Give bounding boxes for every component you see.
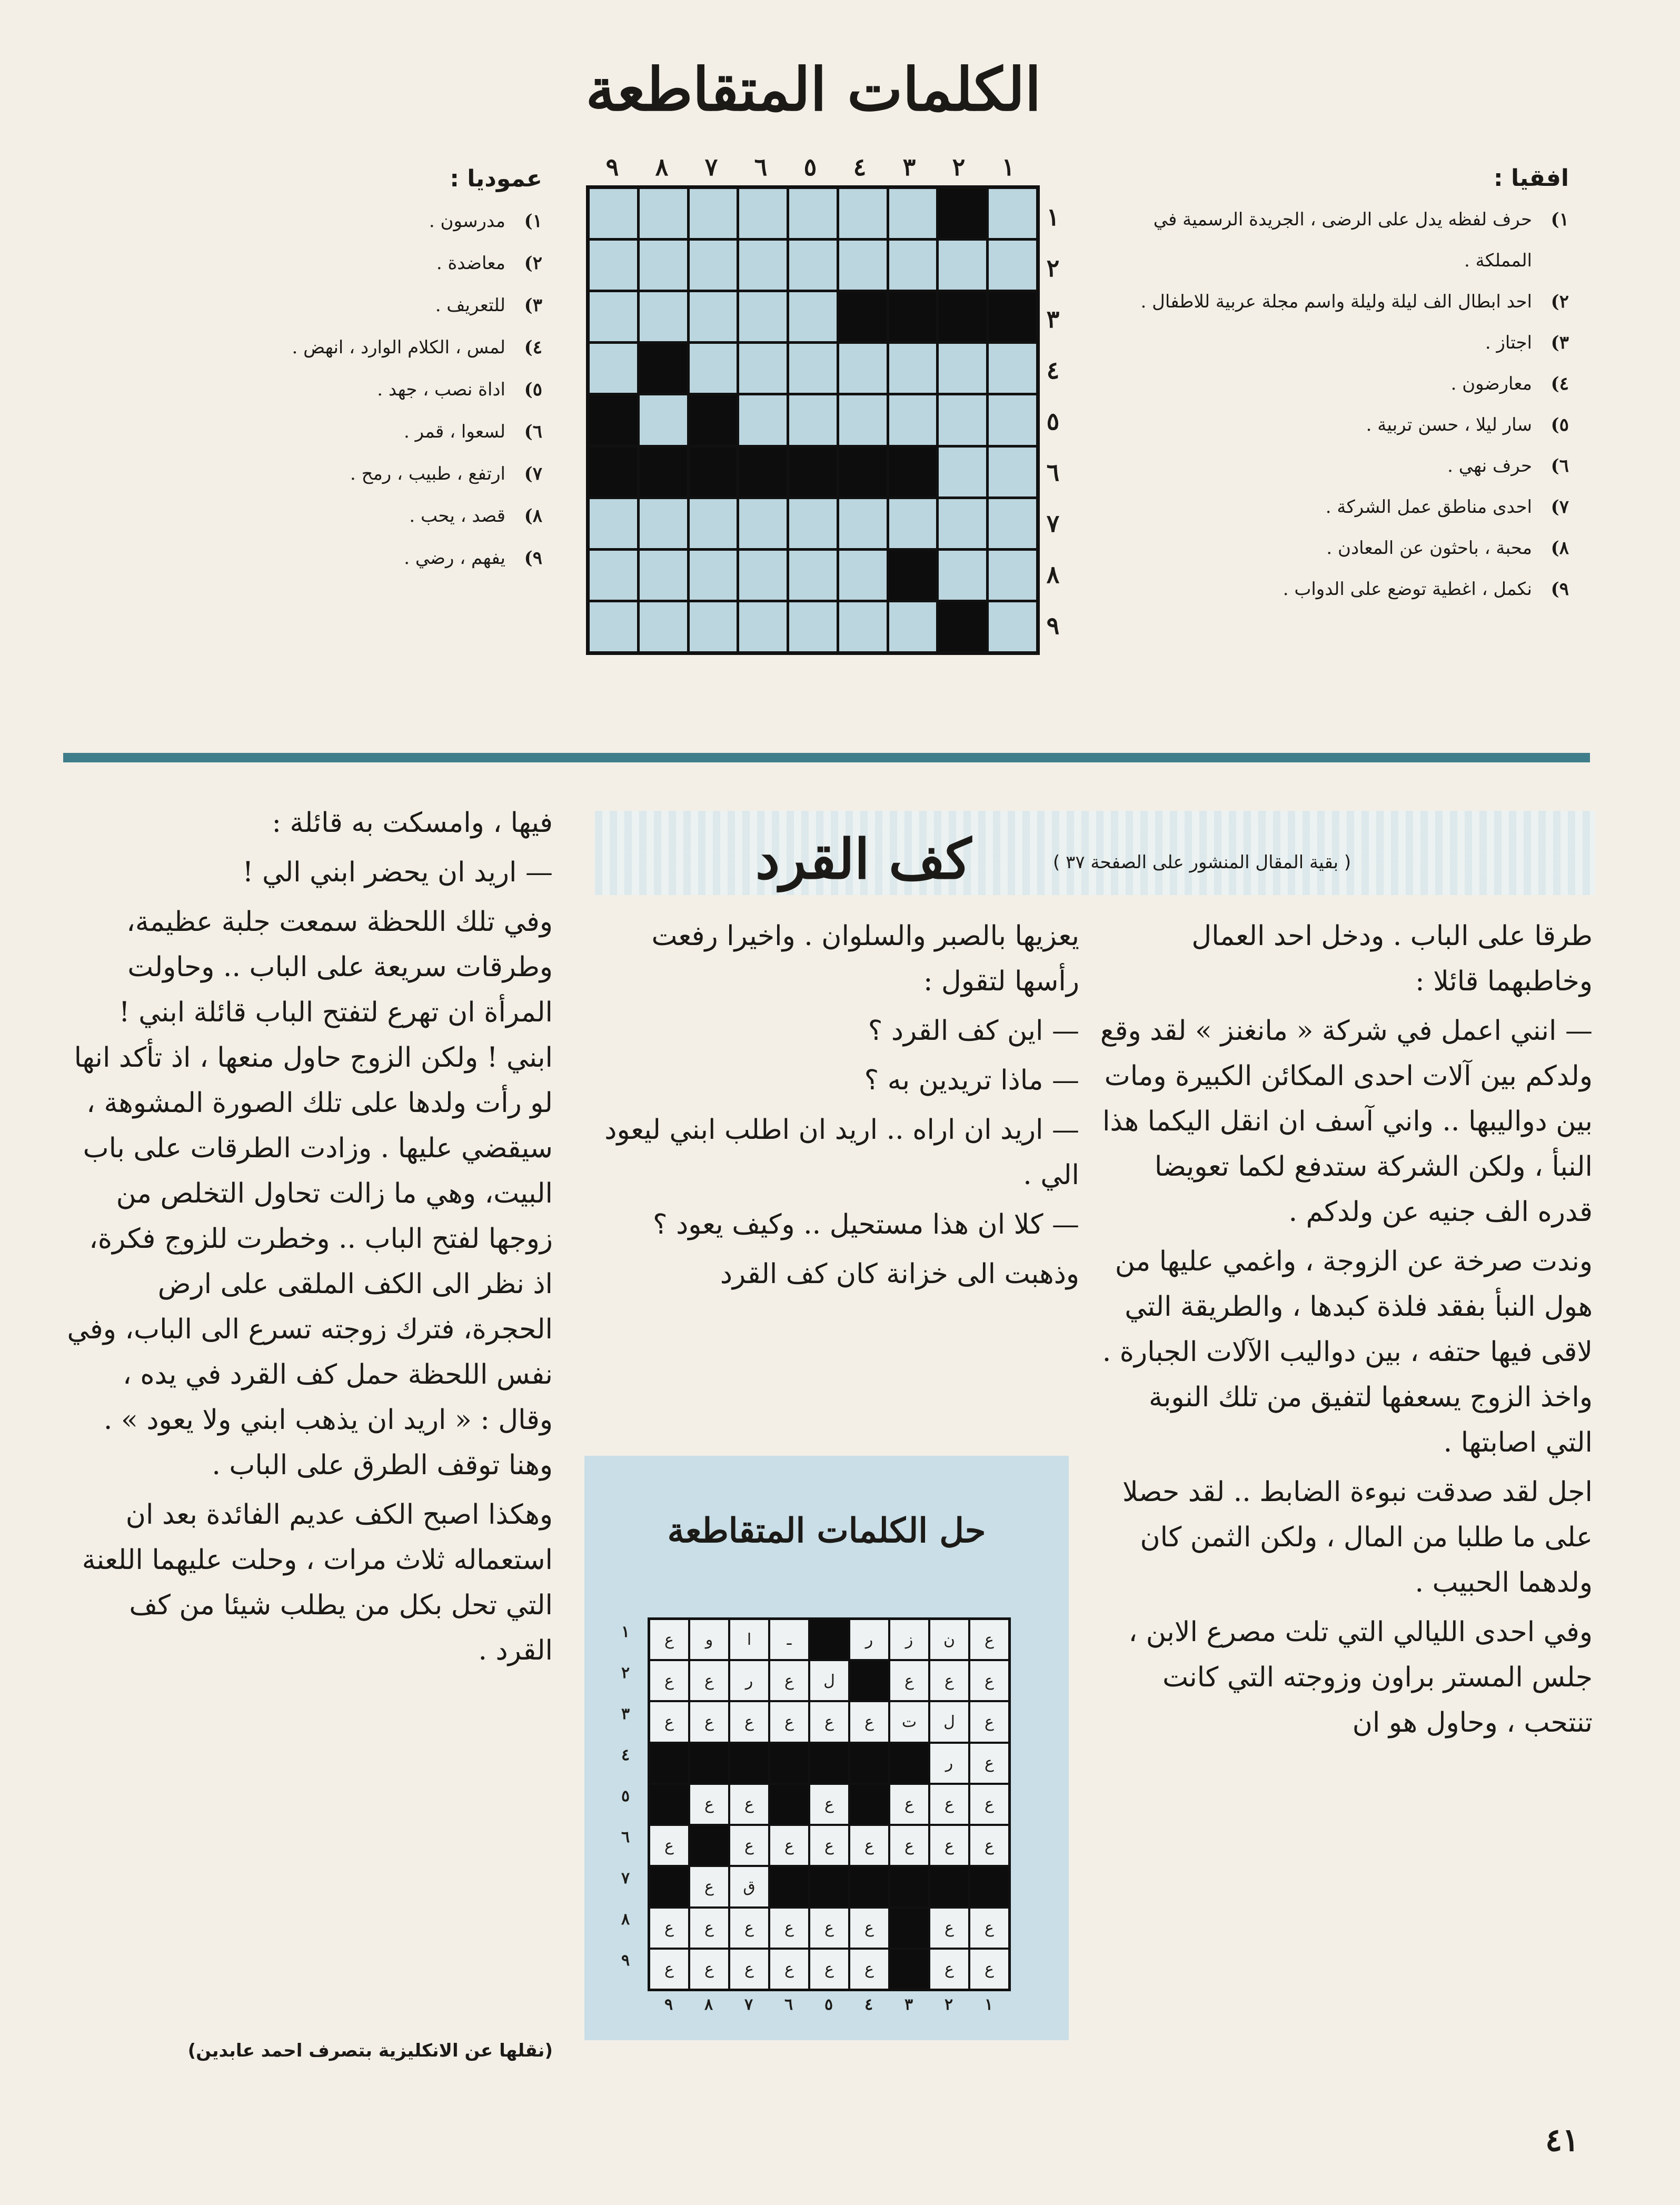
clue-number: ٥) bbox=[1550, 414, 1569, 435]
solution-black-cell bbox=[770, 1867, 808, 1906]
solution-row-number: ٣ bbox=[621, 1705, 630, 1723]
story-paragraph: وندت صرخة عن الزوجة ، واغمي عليها من هول النبأ بفقد فلذة كبدها ، والطريقة التي لاقى فيها حتفه ، بين دواليب الآلات الجبارة . واخذ الزوج يسعفها لتفيق من تلك النوبة التي اصابتها . bbox=[1102, 1246, 1593, 1458]
solution-cell: ع bbox=[770, 1702, 808, 1741]
black-cell bbox=[640, 448, 687, 496]
grid-row-number: ٤ bbox=[1046, 356, 1060, 384]
story-paragraph: — اين كف القرد ؟ bbox=[868, 1015, 1079, 1047]
solution-cell: ع bbox=[690, 1785, 728, 1824]
clue-text: سار ليلا ، حسن تربية . bbox=[1366, 414, 1532, 435]
black-cell bbox=[939, 189, 986, 238]
grid-cell bbox=[590, 292, 637, 341]
clue-number: ٧) bbox=[1550, 496, 1569, 518]
black-cell bbox=[839, 292, 887, 341]
solution-cell: ع bbox=[730, 1950, 768, 1989]
solution-cell: ع bbox=[930, 1826, 968, 1865]
grid-cell bbox=[739, 602, 787, 651]
grid-cell bbox=[640, 189, 687, 238]
solution-row-number: ١ bbox=[621, 1623, 630, 1641]
grid-cell bbox=[839, 189, 887, 238]
across-clue bbox=[1095, 199, 1569, 281]
grid-column-number: ٦ bbox=[754, 153, 768, 181]
grid-column-number: ٧ bbox=[704, 153, 718, 181]
grid-row-number: ٣ bbox=[1046, 305, 1060, 333]
grid-cell bbox=[789, 189, 837, 238]
solution-black-cell bbox=[810, 1744, 848, 1783]
grid-cell bbox=[839, 344, 887, 393]
grid-column-number: ٩ bbox=[605, 153, 619, 181]
solution-cell: ع bbox=[650, 1826, 688, 1865]
crossword-grid bbox=[586, 185, 1040, 655]
solution-cell: ع bbox=[770, 1826, 808, 1865]
solution-cell: ع bbox=[650, 1702, 688, 1741]
black-cell bbox=[939, 602, 986, 651]
story-paragraph: — ماذا تريدين به ؟ bbox=[864, 1065, 1079, 1096]
grid-row-number: ٩ bbox=[1046, 611, 1060, 640]
solution-cell: ر bbox=[730, 1661, 768, 1700]
clue-number: ١) bbox=[1550, 209, 1569, 230]
grid-row-number: ٥ bbox=[1046, 407, 1060, 435]
grid-cell bbox=[839, 602, 887, 651]
solution-row-number: ٨ bbox=[621, 1910, 630, 1929]
solution-cell: ع bbox=[690, 1661, 728, 1700]
solution-cell: ز bbox=[890, 1620, 928, 1659]
solution-black-cell bbox=[930, 1867, 968, 1906]
clue-text: حرف لفظه يدل على الرضى ، الجريدة الرسمية في المملكة . bbox=[1153, 209, 1532, 271]
story-column-left bbox=[66, 800, 553, 1677]
grid-cell bbox=[739, 344, 787, 393]
clue-number: ٧) bbox=[524, 463, 542, 484]
solution-black-cell bbox=[850, 1785, 888, 1824]
across-heading: افقيا : bbox=[1494, 165, 1569, 192]
solution-black-cell bbox=[850, 1744, 888, 1783]
solution-cell: ع bbox=[930, 1909, 968, 1948]
grid-cell bbox=[789, 602, 837, 651]
across-clue bbox=[1095, 569, 1569, 610]
story-paragraph: — انني اعمل في شركة « مانغنز » لقد وقع ولدكم بين آلات احدى المكائن الكبيرة ومات بين دواليبها .. واني آسف ان انقل اليكما هذا النبأ ، ولكن الشركة ستدفع لكما تعويضا قدره الف جنيه عن ولدكم . bbox=[1100, 1015, 1593, 1228]
grid-cell bbox=[889, 189, 937, 238]
solution-column-number: ٩ bbox=[664, 1995, 673, 2014]
clue-text: معارضون . bbox=[1450, 373, 1532, 394]
grid-cell bbox=[590, 241, 637, 290]
clue-text: احدى مناطق عمل الشركة . bbox=[1325, 496, 1532, 518]
clue-number: ٩) bbox=[1550, 579, 1569, 600]
solution-cell: ا bbox=[730, 1620, 768, 1659]
grid-cell bbox=[939, 499, 986, 548]
solution-black-cell bbox=[970, 1867, 1008, 1906]
grid-column-number: ٤ bbox=[853, 153, 867, 181]
grid-cell bbox=[590, 551, 637, 600]
solution-column-number: ١ bbox=[985, 1995, 993, 2014]
clue-text: ارتفع ، طبيب ، رمح . bbox=[350, 463, 505, 484]
solution-row-number: ٩ bbox=[621, 1951, 630, 1970]
clue-number: ٤) bbox=[1550, 373, 1569, 394]
solution-row-number: ٢ bbox=[621, 1664, 630, 1682]
solution-row-number: ٤ bbox=[621, 1746, 630, 1764]
across-clue-list bbox=[1095, 199, 1569, 610]
page-title: الكلمات المتقاطعة bbox=[585, 55, 1041, 124]
clue-number: ٤) bbox=[524, 337, 542, 358]
solution-cell: ع bbox=[810, 1785, 848, 1824]
clue-number: ٣) bbox=[524, 295, 542, 316]
solution-cell: ـ bbox=[770, 1620, 808, 1659]
grid-cell bbox=[939, 551, 986, 600]
grid-cell bbox=[789, 292, 837, 341]
grid-cell bbox=[739, 189, 787, 238]
grid-cell bbox=[640, 292, 687, 341]
across-clue bbox=[1095, 404, 1569, 445]
clue-number: ٥) bbox=[524, 379, 542, 400]
clue-text: يفهم ، رضي . bbox=[404, 548, 505, 569]
solution-black-cell bbox=[890, 1744, 928, 1783]
solution-cell: ع bbox=[770, 1950, 808, 1989]
solution-cell: ق bbox=[730, 1867, 768, 1906]
story-paragraph: — كلا ان هذا مستحيل .. وكيف يعود ؟ bbox=[652, 1209, 1079, 1240]
solution-cell: ل bbox=[930, 1702, 968, 1741]
clue-text: نكمل ، اغطية توضع على الدواب . bbox=[1283, 579, 1532, 600]
grid-cell bbox=[939, 344, 986, 393]
grid-cell bbox=[989, 189, 1036, 238]
solution-cell: ع bbox=[970, 1826, 1008, 1865]
solution-cell: ع bbox=[690, 1950, 728, 1989]
solution-column-number: ٨ bbox=[704, 1995, 713, 2014]
down-clue-list bbox=[163, 200, 542, 579]
grid-cell bbox=[889, 499, 937, 548]
grid-row-number: ٨ bbox=[1046, 560, 1060, 589]
grid-cell bbox=[690, 499, 737, 548]
down-clue bbox=[163, 242, 542, 284]
solution-row-number: ٥ bbox=[621, 1787, 630, 1805]
story-paragraph: وذهبت الى خزانة كان كف القرد bbox=[720, 1258, 1079, 1290]
solution-cell: ع bbox=[810, 1950, 848, 1989]
down-clue bbox=[163, 200, 542, 242]
grid-cell bbox=[989, 602, 1036, 651]
grid-column-number: ٥ bbox=[803, 153, 817, 181]
solution-cell: ع bbox=[690, 1867, 728, 1906]
solution-cell: ع bbox=[970, 1950, 1008, 1989]
down-heading: عموديا : bbox=[450, 165, 542, 192]
across-clue bbox=[1095, 445, 1569, 486]
grid-cell bbox=[739, 395, 787, 444]
grid-cell bbox=[789, 241, 837, 290]
story-column-right bbox=[1098, 913, 1593, 1750]
grid-column-number: ٢ bbox=[952, 153, 966, 181]
clue-text: لسعوا ، قمر . bbox=[404, 421, 505, 442]
clue-number: ٣) bbox=[1550, 332, 1569, 353]
solution-cell: ع bbox=[690, 1909, 728, 1948]
grid-cell bbox=[839, 499, 887, 548]
solution-cell: ع bbox=[890, 1661, 928, 1700]
grid-cell bbox=[739, 551, 787, 600]
across-clue bbox=[1095, 528, 1569, 569]
down-clue bbox=[163, 453, 542, 495]
grid-cell bbox=[989, 395, 1036, 444]
solution-cell: ع bbox=[850, 1702, 888, 1741]
grid-cell bbox=[789, 499, 837, 548]
solution-cell: ع bbox=[810, 1826, 848, 1865]
solution-cell: ع bbox=[930, 1950, 968, 1989]
solution-cell: ع bbox=[970, 1909, 1008, 1948]
grid-cell bbox=[889, 395, 937, 444]
grid-cell bbox=[640, 499, 687, 548]
down-clue bbox=[163, 495, 542, 537]
clue-text: معاضدة . bbox=[436, 253, 505, 274]
clue-text: لمس ، الكلام الوارد ، انهض . bbox=[292, 337, 505, 358]
solution-column-number: ٢ bbox=[945, 1995, 953, 2014]
solution-title: حل الكلمات المتقاطعة bbox=[667, 1511, 986, 1551]
across-clue bbox=[1095, 363, 1569, 404]
grid-cell bbox=[789, 395, 837, 444]
down-clue bbox=[163, 326, 542, 369]
grid-row-number: ٢ bbox=[1046, 254, 1060, 282]
black-cell bbox=[590, 448, 637, 496]
solution-cell: ع bbox=[850, 1826, 888, 1865]
solution-cell: ع bbox=[730, 1702, 768, 1741]
grid-cell bbox=[690, 344, 737, 393]
solution-column-number: ٤ bbox=[864, 1995, 873, 2014]
solution-black-cell bbox=[770, 1744, 808, 1783]
solution-column-number: ٥ bbox=[824, 1995, 833, 2014]
down-clue bbox=[163, 411, 542, 453]
solution-black-cell bbox=[810, 1867, 848, 1906]
solution-row-number: ٧ bbox=[621, 1869, 630, 1888]
solution-cell: ع bbox=[930, 1785, 968, 1824]
solution-black-cell bbox=[770, 1785, 808, 1824]
grid-cell bbox=[640, 602, 687, 651]
solution-black-cell bbox=[890, 1909, 928, 1948]
solution-cell: ع bbox=[810, 1702, 848, 1741]
solution-black-cell bbox=[890, 1950, 928, 1989]
across-clues bbox=[1095, 158, 1569, 610]
solution-black-cell bbox=[650, 1785, 688, 1824]
grid-cell bbox=[989, 551, 1036, 600]
clue-text: اجتاز . bbox=[1485, 332, 1532, 353]
black-cell bbox=[989, 292, 1036, 341]
black-cell bbox=[839, 448, 887, 496]
story-title: كف القرد bbox=[755, 827, 972, 891]
grid-row-number: ١ bbox=[1046, 203, 1060, 231]
story-paragraph: طرقا على الباب . ودخل احد العمال وخاطبهما قائلا : bbox=[1191, 920, 1593, 997]
solution-cell: ع bbox=[770, 1661, 808, 1700]
grid-cell bbox=[989, 499, 1036, 548]
clue-number: ٦) bbox=[1550, 455, 1569, 476]
solution-cell: ع bbox=[810, 1909, 848, 1948]
solution-column-number: ٧ bbox=[744, 1995, 753, 2014]
down-clue bbox=[163, 284, 542, 326]
clue-text: للتعريف . bbox=[435, 295, 505, 316]
clue-text: حرف نهي . bbox=[1447, 455, 1532, 476]
solution-column-number: ٣ bbox=[904, 1995, 913, 2014]
solution-cell: ع bbox=[970, 1785, 1008, 1824]
solution-cell: ع bbox=[730, 1909, 768, 1948]
black-cell bbox=[739, 448, 787, 496]
solution-black-cell bbox=[850, 1661, 888, 1700]
story-paragraph: وهكذا اصبح الكف عديم الفائدة بعد ان استعماله ثلاث مرات ، وحلت عليهما اللعنة التي تحل بكل من يطلب شيئا من كف القرد . bbox=[82, 1499, 553, 1666]
story-paragraph: فيها ، وامسكت به قائلة : bbox=[272, 807, 553, 839]
clue-number: ٩) bbox=[524, 548, 542, 569]
black-cell bbox=[590, 395, 637, 444]
story-paragraph: — اريد ان اراه .. اريد ان اطلب ابني ليعود الي . bbox=[604, 1114, 1079, 1191]
solution-cell: ل bbox=[810, 1661, 848, 1700]
grid-cell bbox=[690, 241, 737, 290]
down-clue bbox=[163, 537, 542, 579]
solution-black-cell bbox=[890, 1867, 928, 1906]
solution-cell: ع bbox=[730, 1785, 768, 1824]
down-clues bbox=[163, 158, 542, 579]
grid-cell bbox=[939, 448, 986, 496]
grid-cell bbox=[789, 344, 837, 393]
grid-cell bbox=[690, 602, 737, 651]
grid-cell bbox=[739, 499, 787, 548]
solution-row-number: ٦ bbox=[621, 1828, 630, 1846]
clue-number: ٢) bbox=[524, 253, 542, 274]
solution-black-cell bbox=[730, 1744, 768, 1783]
down-clue bbox=[163, 369, 542, 411]
grid-cell bbox=[690, 189, 737, 238]
solution-black-cell bbox=[690, 1826, 728, 1865]
clue-number: ٢) bbox=[1550, 291, 1569, 312]
solution-cell: ر bbox=[850, 1620, 888, 1659]
solution-cell: ع bbox=[650, 1950, 688, 1989]
story-column-middle bbox=[584, 913, 1079, 1301]
grid-cell bbox=[889, 602, 937, 651]
page-number: ٤١ bbox=[1545, 2122, 1579, 2159]
clue-number: ٨) bbox=[1550, 538, 1569, 559]
grid-cell bbox=[690, 292, 737, 341]
solution-cell: ع bbox=[970, 1744, 1008, 1783]
solution-cell: ع bbox=[650, 1909, 688, 1948]
solution-cell: ع bbox=[650, 1661, 688, 1700]
grid-cell bbox=[939, 241, 986, 290]
grid-cell bbox=[989, 241, 1036, 290]
grid-cell bbox=[989, 344, 1036, 393]
grid-row-number: ٦ bbox=[1046, 458, 1060, 486]
section-divider bbox=[63, 753, 1590, 762]
black-cell bbox=[690, 395, 737, 444]
solution-column-number: ٦ bbox=[784, 1995, 793, 2014]
black-cell bbox=[640, 344, 687, 393]
solution-cell: ع bbox=[650, 1620, 688, 1659]
across-clue bbox=[1095, 322, 1569, 363]
grid-cell bbox=[640, 241, 687, 290]
solution-cell: ع bbox=[850, 1909, 888, 1948]
solution-cell: ن bbox=[930, 1620, 968, 1659]
solution-black-cell bbox=[650, 1867, 688, 1906]
grid-cell bbox=[839, 395, 887, 444]
solution-cell: ع bbox=[890, 1785, 928, 1824]
grid-row-number: ٧ bbox=[1046, 509, 1060, 538]
black-cell bbox=[939, 292, 986, 341]
solution-black-cell bbox=[690, 1744, 728, 1783]
clue-text: قصد ، يحب . bbox=[409, 505, 505, 527]
solution-cell: ع bbox=[930, 1661, 968, 1700]
grid-cell bbox=[839, 241, 887, 290]
black-cell bbox=[889, 448, 937, 496]
story-paragraph: اجل لقد صدقت نبوءة الضابط .. لقد حصلا على ما طلبا من المال ، ولكن الثمن كان ولدهما الحبيب . bbox=[1122, 1476, 1593, 1598]
solution-black-cell bbox=[850, 1867, 888, 1906]
across-clue bbox=[1095, 486, 1569, 528]
clue-number: ٨) bbox=[524, 505, 542, 527]
clue-number: ٦) bbox=[524, 421, 542, 442]
black-cell bbox=[889, 292, 937, 341]
grid-cell bbox=[989, 448, 1036, 496]
grid-cell bbox=[889, 344, 937, 393]
clue-text: اداة نصب ، جهد . bbox=[377, 379, 505, 400]
grid-cell bbox=[839, 551, 887, 600]
across-clue bbox=[1095, 281, 1569, 322]
grid-cell bbox=[590, 602, 637, 651]
clue-text: مدرسون . bbox=[429, 211, 505, 232]
grid-cell bbox=[939, 395, 986, 444]
solution-cell: ع bbox=[730, 1826, 768, 1865]
story-paragraph: وفي تلك اللحظة سمعت جلبة عظيمة، وطرقات سريعة على الباب .. وحاولت المرأة ان تهرع لتفتح الباب قائلة ابني ! ابني ! ولكن الزوج حاول منعها ، اذ تأكد انها لو رأت ولدها على تلك الصورة المشوهة ، سيقضي عليها . وزادت الطرقات على باب البيت، وهي ما زالت تحاول التخلص من زوجها لفتح الباب .. وخطرت للزوج فكرة، اذ نظر الى الكف الملقى على ارض الحجرة، فترك زوجته تسرع الى الباب، وفي نفس اللحظة حمل كف القرد في يده ، وقال : « اريد ان يذهب ابني ولا يعود » . وهنا توقف الطرق على الباب . bbox=[67, 906, 553, 1481]
grid-cell bbox=[590, 189, 637, 238]
grid-cell bbox=[739, 241, 787, 290]
black-cell bbox=[690, 448, 737, 496]
grid-cell bbox=[739, 292, 787, 341]
solution-cell: ر bbox=[930, 1744, 968, 1783]
grid-cell bbox=[889, 241, 937, 290]
solution-cell: و bbox=[690, 1620, 728, 1659]
black-cell bbox=[789, 448, 837, 496]
solution-grid bbox=[648, 1617, 1011, 1991]
grid-cell bbox=[640, 395, 687, 444]
grid-column-number: ٣ bbox=[902, 153, 916, 181]
grid-cell bbox=[590, 499, 637, 548]
solution-cell: ع bbox=[970, 1620, 1008, 1659]
solution-cell: ع bbox=[850, 1950, 888, 1989]
grid-cell bbox=[640, 551, 687, 600]
clue-text: محبة ، باحثون عن المعادن . bbox=[1326, 538, 1532, 559]
translation-credit: (نقلها عن الانكليزية بتصرف احمد عابدين) bbox=[187, 2040, 553, 2061]
solution-cell: ع bbox=[890, 1826, 928, 1865]
grid-cell bbox=[690, 551, 737, 600]
black-cell bbox=[889, 551, 937, 600]
clue-text: احد ابطال الف ليلة وليلة واسم مجلة عربية للاطفال . bbox=[1140, 291, 1532, 312]
solution-cell: ع bbox=[690, 1702, 728, 1741]
grid-cell bbox=[590, 344, 637, 393]
story-paragraph: يعزيها بالصبر والسلوان . واخيرا رفعت رأسها لتقول : bbox=[651, 920, 1079, 997]
solution-cell: ع bbox=[770, 1909, 808, 1948]
story-paragraph: — اريد ان يحضر ابني الي ! bbox=[242, 857, 553, 888]
continued-note: ( بقية المقال المنشور على الصفحة ٣٧ ) bbox=[1053, 852, 1351, 873]
story-paragraph: وفي احدى الليالي التي تلت مصرع الابن ، جلس المستر براون وزوجته التي كانت تنتحب ، وحاول هو ان bbox=[1128, 1616, 1593, 1739]
solution-cell: ت bbox=[890, 1702, 928, 1741]
grid-column-number: ٨ bbox=[655, 153, 669, 181]
clue-number: ١) bbox=[524, 211, 542, 232]
solution-black-cell bbox=[650, 1744, 688, 1783]
grid-column-number: ١ bbox=[1001, 153, 1015, 181]
solution-cell: ع bbox=[970, 1702, 1008, 1741]
solution-black-cell bbox=[810, 1620, 848, 1659]
grid-cell bbox=[789, 551, 837, 600]
solution-cell: ع bbox=[970, 1661, 1008, 1700]
